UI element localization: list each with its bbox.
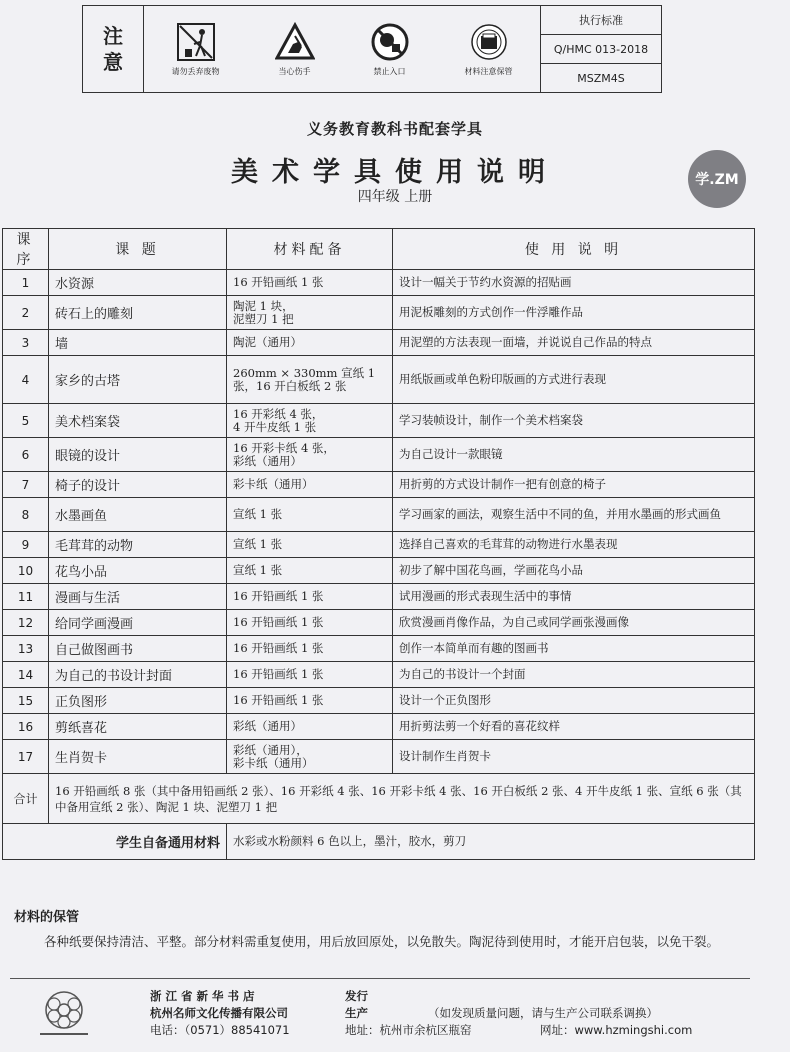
cell-lesson-no: 4 <box>3 356 49 404</box>
footer-divider <box>10 978 750 979</box>
cell-topic: 水资源 <box>49 270 227 296</box>
cell-lesson-no: 14 <box>3 662 49 688</box>
cell-topic: 美术档案袋 <box>49 404 227 438</box>
cell-materials: 宣纸 1 张 <box>227 558 393 584</box>
cell-usage: 试用漫画的形式表现生活中的事情 <box>393 584 755 610</box>
table-row <box>3 740 755 774</box>
total-text: 16 开铅画纸 8 张（其中备用铅画纸 2 张）、16 开彩纸 4 张、16 开彩卡纸 4 张、16 开白板纸 2 张、4 开牛皮纸 1 张、宣纸 6 张（其中备用宣纸 2 张）、陶泥 1 块、泥塑刀 1 把 <box>49 774 755 824</box>
notice-title: 注 意 <box>83 6 144 92</box>
cell-materials: 260mm × 330mm 宣纸 1 张，16 开白板纸 2 张 <box>227 356 393 404</box>
materials-table <box>2 228 755 860</box>
cell-materials: 彩卡纸（通用） <box>227 472 393 498</box>
product-code: MSZM4S <box>577 71 625 85</box>
cell-lesson-no: 16 <box>3 714 49 740</box>
table-row <box>3 636 755 662</box>
cell-materials: 16 开铅画纸 1 张 <box>227 636 393 662</box>
table-row <box>3 688 755 714</box>
cell-materials: 彩纸（通用）， 彩卡纸（通用） <box>227 740 393 774</box>
table-row <box>3 714 755 740</box>
storage-heading: 材料的保管 <box>14 910 80 925</box>
notice-icons <box>144 6 541 92</box>
publisher-website: 网址：www.hzmingshi.com <box>540 1023 693 1037</box>
table-row <box>3 330 755 356</box>
cell-usage: 用泥塑的方法表现一面墙，并说说自己作品的特点 <box>393 330 755 356</box>
contact-note: （如发现质量问题，请与生产公司联系调换） <box>428 1006 658 1020</box>
cell-usage: 用纸版画或单色粉印版画的方式进行表现 <box>393 356 755 404</box>
header-lesson-no: 课序 <box>3 229 49 270</box>
header-usage: 使 用 说 明 <box>393 229 755 270</box>
brand-logo: 学.ZM <box>688 150 746 208</box>
table-row <box>3 296 755 330</box>
standard-label: 执行标准 <box>541 6 661 35</box>
publisher-line2: 杭州名师文化传播有限公司 <box>150 1006 288 1020</box>
table-row <box>3 610 755 636</box>
self-materials-text: 水彩或水粉颜料 6 色以上，墨汁，胶水，剪刀 <box>227 824 755 860</box>
table-row <box>3 662 755 688</box>
cell-lesson-no: 3 <box>3 330 49 356</box>
page-subtitle: 义务教育教科书配套学具 <box>306 120 483 138</box>
cell-lesson-no: 9 <box>3 532 49 558</box>
cell-usage: 设计一幅关于节约水资源的招贴画 <box>393 270 755 296</box>
cell-materials: 16 开铅画纸 1 张 <box>227 688 393 714</box>
publisher-line1: 浙 江 省 新 华 书 店 <box>150 989 255 1003</box>
table-body <box>3 270 755 774</box>
cell-usage: 设计制作生肖贺卡 <box>393 740 755 774</box>
cell-usage: 用泥板雕刻的方式创作一件浮雕作品 <box>393 296 755 330</box>
cell-materials: 16 开铅画纸 1 张 <box>227 584 393 610</box>
cell-topic: 家乡的古塔 <box>49 356 227 404</box>
grade-label: 四年级 上册 <box>357 189 433 205</box>
storage-text: 各种纸要保持清洁、平整。部分材料需重复使用，用后放回原处，以免散失。陶泥待到使用时，才能开启包装，以免干裂。 <box>44 934 720 949</box>
cell-topic: 自己做图画书 <box>49 636 227 662</box>
cell-topic: 漫画与生活 <box>49 584 227 610</box>
cell-topic: 毛茸茸的动物 <box>49 532 227 558</box>
cell-materials: 16 开彩卡纸 4 张， 彩纸（通用） <box>227 438 393 472</box>
table-row <box>3 438 755 472</box>
cell-topic: 给同学画漫画 <box>49 610 227 636</box>
table-row <box>3 356 755 404</box>
cell-lesson-no: 5 <box>3 404 49 438</box>
cell-materials: 宣纸 1 张 <box>227 498 393 532</box>
cell-lesson-no: 15 <box>3 688 49 714</box>
self-materials-label: 学生自备通用材料 <box>3 824 227 860</box>
cell-usage: 设计一个正负图形 <box>393 688 755 714</box>
cell-materials: 16 开铅画纸 1 张 <box>227 270 393 296</box>
cell-lesson-no: 2 <box>3 296 49 330</box>
table-row <box>3 270 755 296</box>
cell-topic: 剪纸喜花 <box>49 714 227 740</box>
notice-item-hand-injury: 当心伤手 <box>275 22 315 77</box>
cell-materials: 彩纸（通用） <box>227 714 393 740</box>
cell-usage: 初步了解中国花鸟画，学画花鸟小品 <box>393 558 755 584</box>
cell-usage: 学习画家的画法，观察生活中不同的鱼，并用水墨画的形式画鱼 <box>393 498 755 532</box>
cell-lesson-no: 11 <box>3 584 49 610</box>
cell-usage: 学习装帧设计，制作一个美术档案袋 <box>393 404 755 438</box>
cell-materials: 宣纸 1 张 <box>227 532 393 558</box>
storage-icon <box>469 22 509 62</box>
cell-usage: 用折剪的方式设计制作一把有创意的椅子 <box>393 472 755 498</box>
cell-lesson-no: 6 <box>3 438 49 472</box>
cell-usage: 为自己设计一款眼镜 <box>393 438 755 472</box>
cell-lesson-no: 17 <box>3 740 49 774</box>
cell-topic: 生肖贺卡 <box>49 740 227 774</box>
cell-lesson-no: 10 <box>3 558 49 584</box>
cell-lesson-no: 13 <box>3 636 49 662</box>
table-row <box>3 472 755 498</box>
cell-topic: 椅子的设计 <box>49 472 227 498</box>
table-row <box>3 532 755 558</box>
notice-box <box>82 5 662 93</box>
cell-usage: 创作一本简单而有趣的图画书 <box>393 636 755 662</box>
cell-topic: 砖石上的雕刻 <box>49 296 227 330</box>
cell-materials: 16 开彩纸 4 张， 4 开牛皮纸 1 张 <box>227 404 393 438</box>
table-header-row <box>3 229 755 270</box>
cell-lesson-no: 1 <box>3 270 49 296</box>
total-row <box>3 774 755 824</box>
cell-lesson-no: 12 <box>3 610 49 636</box>
header-materials: 材料配备 <box>227 229 393 270</box>
cell-lesson-no: 8 <box>3 498 49 532</box>
publisher-line1-role: 发行 <box>345 989 368 1003</box>
cell-topic: 墙 <box>49 330 227 356</box>
table-row <box>3 584 755 610</box>
no-mouth-icon <box>370 22 410 62</box>
publisher-line2-role: 生产 <box>345 1006 368 1020</box>
cell-topic: 水墨画鱼 <box>49 498 227 532</box>
cell-topic: 眼镜的设计 <box>49 438 227 472</box>
notice-item-no-mouth: 禁止入口 <box>370 22 410 77</box>
cell-materials: 16 开铅画纸 1 张 <box>227 610 393 636</box>
no-litter-icon <box>176 22 216 62</box>
header-topic: 课 题 <box>49 229 227 270</box>
cell-topic: 花鸟小品 <box>49 558 227 584</box>
hand-injury-icon <box>275 22 315 62</box>
publisher-phone: 电话：（0571）88541071 <box>150 1023 290 1037</box>
cell-materials: 陶泥（通用） <box>227 330 393 356</box>
cell-topic: 正负图形 <box>49 688 227 714</box>
self-materials-row <box>3 824 755 860</box>
table-row <box>3 498 755 532</box>
publisher-address: 地址：杭州市余杭区瓶窑 <box>345 1023 472 1037</box>
cell-materials: 16 开铅画纸 1 张 <box>227 662 393 688</box>
publisher-logo-icon <box>32 984 96 1040</box>
total-label: 合计 <box>3 774 49 824</box>
notice-item-storage: 材料注意保管 <box>465 22 513 77</box>
standard-block <box>541 6 661 92</box>
table-row <box>3 558 755 584</box>
notice-item-no-litter: 请勿丢弃废物 <box>172 22 220 77</box>
table-row <box>3 404 755 438</box>
cell-usage: 为自己的书设计一个封面 <box>393 662 755 688</box>
cell-usage: 用折剪法剪一个好看的喜花纹样 <box>393 714 755 740</box>
cell-usage: 选择自己喜欢的毛茸茸的动物进行水墨表现 <box>393 532 755 558</box>
cell-usage: 欣赏漫画肖像作品，为自己或同学画张漫画像 <box>393 610 755 636</box>
page-title: 美术学具使用说明 <box>231 157 559 188</box>
cell-materials: 陶泥 1 块， 泥塑刀 1 把 <box>227 296 393 330</box>
cell-topic: 为自己的书设计封面 <box>49 662 227 688</box>
cell-lesson-no: 7 <box>3 472 49 498</box>
standard-code: Q/HMC 013-2018 <box>541 35 661 64</box>
